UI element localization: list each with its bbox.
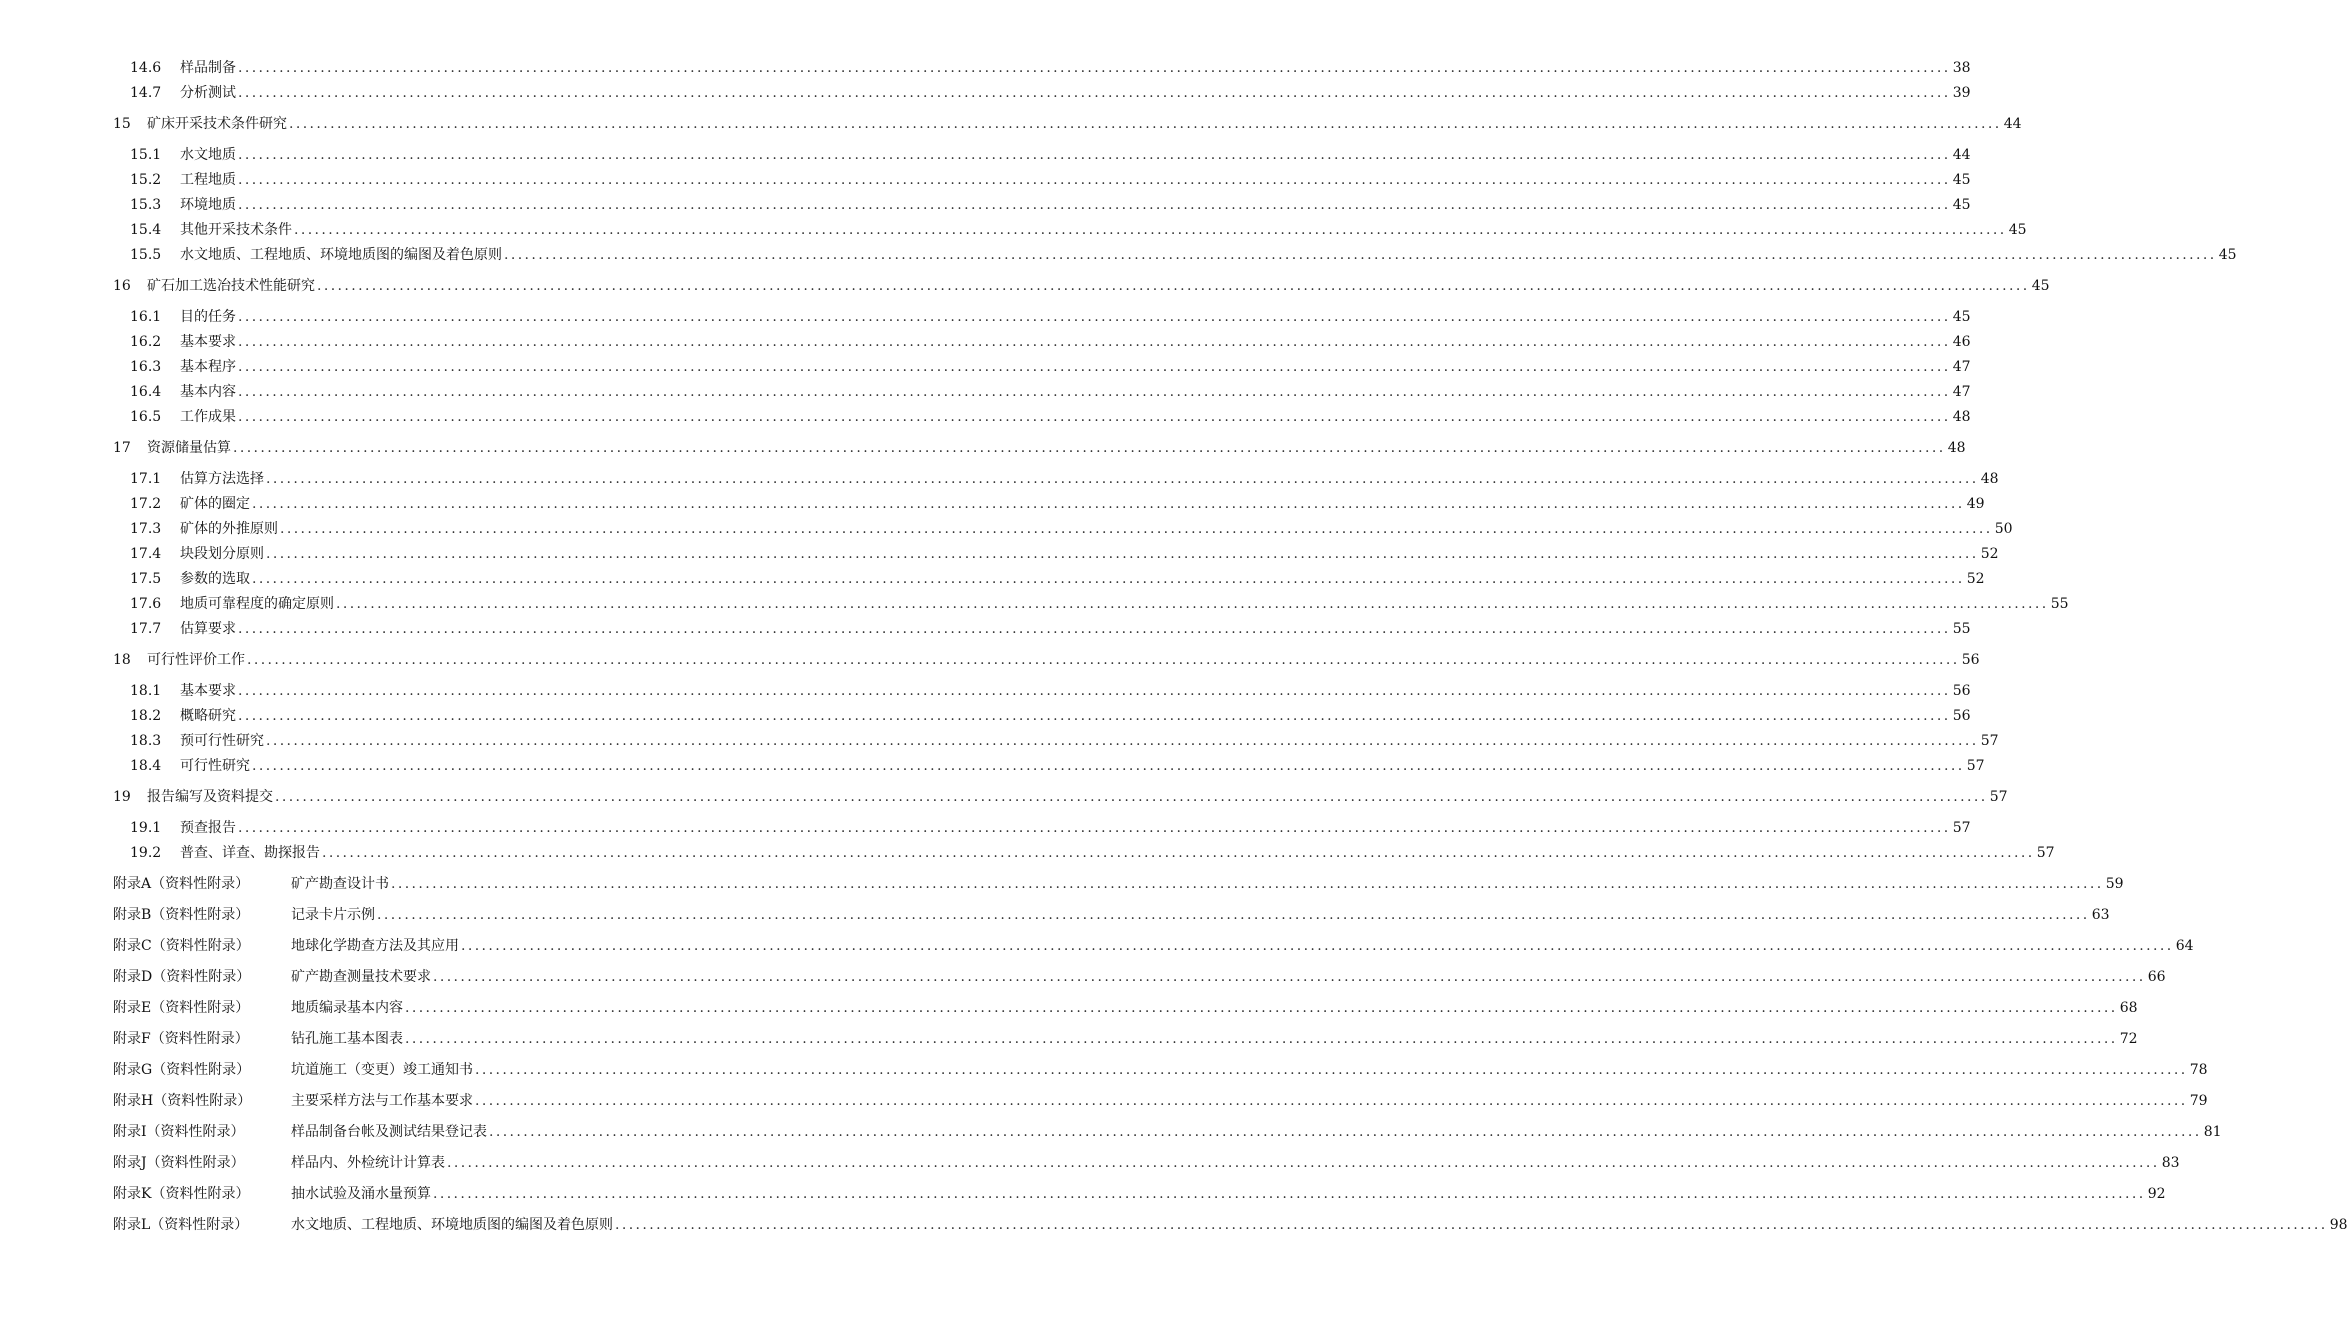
entry-title: 矿体的圈定	[180, 496, 250, 512]
dot-leader: ..........................................................................................................................................................................................................................................................	[461, 938, 2174, 954]
entry-number: 附录I（资料性附录）	[113, 1124, 245, 1140]
entry-number: 17	[113, 440, 131, 456]
entry-number: 16.1	[130, 309, 162, 325]
toc-section-entry[interactable]	[130, 406, 1971, 428]
entry-page-number: 45	[2031, 278, 2050, 294]
entry-title: 矿床开采技术条件研究	[147, 116, 287, 132]
entry-title: 参数的选取	[180, 571, 250, 587]
entry-page-number: 57	[1989, 789, 2008, 805]
dot-leader: ..........................................................................................................................................................................................................................................................	[405, 1031, 2118, 1047]
entry-page-number: 52	[1966, 571, 1985, 587]
toc-section-entry[interactable]	[130, 219, 2027, 241]
entry-page-number: 78	[2189, 1062, 2208, 1078]
appendix-entry[interactable]	[113, 873, 2124, 895]
entry-number: 17.3	[130, 521, 162, 537]
entry-title: 基本程序	[180, 359, 236, 375]
toc-section-entry[interactable]	[130, 842, 2055, 864]
entry-title: 工程地质	[180, 172, 236, 188]
entry-number: 15.5	[130, 247, 162, 263]
dot-leader: ..........................................................................................................................................................................................................................................................	[238, 309, 1951, 325]
entry-number: 附录F（资料性附录）	[113, 1031, 249, 1047]
entry-page-number: 57	[1952, 820, 1971, 836]
entry-title: 预查报告	[180, 820, 236, 836]
dot-leader: ..........................................................................................................................................................................................................................................................	[294, 222, 2007, 238]
dot-leader: ..........................................................................................................................................................................................................................................................	[433, 1186, 2146, 1202]
toc-section-entry[interactable]	[130, 381, 1971, 403]
entry-number: 19	[113, 789, 131, 805]
toc-section-entry[interactable]	[130, 705, 1971, 727]
entry-number: 15.1	[130, 147, 162, 163]
entry-page-number: 55	[2050, 596, 2069, 612]
appendix-entry[interactable]	[113, 997, 2138, 1019]
entry-number: 17.4	[130, 546, 162, 562]
appendix-entry[interactable]	[113, 1183, 2166, 1205]
dot-leader: ..........................................................................................................................................................................................................................................................	[377, 907, 2090, 923]
entry-page-number: 56	[1952, 683, 1971, 699]
entry-title: 其他开采技术条件	[180, 222, 292, 238]
entry-title: 普查、详查、勘探报告	[180, 845, 320, 861]
toc-chapter-entry[interactable]	[113, 649, 1980, 671]
dot-leader: ..........................................................................................................................................................................................................................................................	[433, 969, 2146, 985]
entry-number: 附录J（资料性附录）	[113, 1155, 245, 1171]
entry-title: 估算要求	[180, 621, 236, 637]
entry-number: 17.1	[130, 471, 162, 487]
dot-leader: ..........................................................................................................................................................................................................................................................	[275, 789, 1988, 805]
entry-page-number: 46	[1952, 334, 1971, 350]
toc-section-entry[interactable]	[130, 331, 1971, 353]
dot-leader: ..........................................................................................................................................................................................................................................................	[289, 116, 2002, 132]
dot-leader: ..........................................................................................................................................................................................................................................................	[238, 384, 1951, 400]
entry-page-number: 59	[2105, 876, 2124, 892]
entry-number: 14.7	[130, 85, 162, 101]
entry-page-number: 57	[1980, 733, 1999, 749]
entry-title: 钻孔施工基本图表	[291, 1031, 403, 1047]
entry-title: 样品制备台帐及测试结果登记表	[291, 1124, 487, 1140]
entry-number: 18.2	[130, 708, 162, 724]
entry-title: 样品制备	[180, 60, 236, 76]
toc-section-entry[interactable]	[130, 755, 1985, 777]
entry-title: 资源储量估算	[147, 440, 231, 456]
entry-title: 基本内容	[180, 384, 236, 400]
entry-page-number: 45	[2008, 222, 2027, 238]
dot-leader: ..........................................................................................................................................................................................................................................................	[405, 1000, 2118, 1016]
entry-title: 工作成果	[180, 409, 236, 425]
entry-page-number: 47	[1952, 359, 1971, 375]
entry-number: 18.4	[130, 758, 162, 774]
appendix-entry[interactable]	[113, 1121, 2222, 1143]
dot-leader: ..........................................................................................................................................................................................................................................................	[238, 197, 1951, 213]
entry-title: 环境地质	[180, 197, 236, 213]
appendix-entry[interactable]	[113, 966, 2166, 988]
dot-leader: ..........................................................................................................................................................................................................................................................	[489, 1124, 2202, 1140]
toc-section-entry[interactable]	[130, 618, 1971, 640]
dot-leader: ..........................................................................................................................................................................................................................................................	[238, 820, 1951, 836]
entry-page-number: 48	[1952, 409, 1971, 425]
entry-title: 可行性研究	[180, 758, 250, 774]
dot-leader: ..........................................................................................................................................................................................................................................................	[266, 546, 1979, 562]
toc-section-entry[interactable]	[130, 680, 1971, 702]
entry-title: 记录卡片示例	[291, 907, 375, 923]
entry-title: 水文地质	[180, 147, 236, 163]
appendix-entry[interactable]	[113, 904, 2110, 926]
entry-title: 预可行性研究	[180, 733, 264, 749]
toc-section-entry[interactable]	[130, 568, 1985, 590]
appendix-entry[interactable]	[113, 1028, 2138, 1050]
entry-page-number: 57	[2036, 845, 2055, 861]
dot-leader: ..........................................................................................................................................................................................................................................................	[238, 409, 1951, 425]
dot-leader: ..........................................................................................................................................................................................................................................................	[238, 147, 1951, 163]
entry-number: 附录H（资料性附录）	[113, 1093, 252, 1109]
toc-section-entry[interactable]	[130, 817, 1971, 839]
entry-page-number: 63	[2091, 907, 2110, 923]
entry-number: 附录G（资料性附录）	[113, 1062, 251, 1078]
entry-title: 矿石加工选冶技术性能研究	[147, 278, 315, 294]
entry-page-number: 44	[1952, 147, 1971, 163]
dot-leader: ..........................................................................................................................................................................................................................................................	[238, 85, 1951, 101]
toc-chapter-entry[interactable]	[113, 113, 2022, 135]
entry-number: 附录E（资料性附录）	[113, 1000, 250, 1016]
entry-page-number: 64	[2175, 938, 2194, 954]
dot-leader: ..........................................................................................................................................................................................................................................................	[391, 876, 2104, 892]
entry-page-number: 68	[2119, 1000, 2138, 1016]
entry-number: 附录B（资料性附录）	[113, 907, 250, 923]
entry-number: 附录K（资料性附录）	[113, 1186, 250, 1202]
entry-number: 19.1	[130, 820, 162, 836]
toc-section-entry[interactable]	[130, 468, 1999, 490]
entry-page-number: 55	[1952, 621, 1971, 637]
dot-leader: ..........................................................................................................................................................................................................................................................	[238, 359, 1951, 375]
entry-number: 15.2	[130, 172, 162, 188]
entry-page-number: 52	[1980, 546, 1999, 562]
entry-page-number: 39	[1952, 85, 1971, 101]
dot-leader: ..........................................................................................................................................................................................................................................................	[252, 758, 1965, 774]
entry-number: 18.1	[130, 683, 162, 699]
entry-title: 地球化学勘查方法及其应用	[291, 938, 459, 954]
dot-leader: ..........................................................................................................................................................................................................................................................	[317, 278, 2030, 294]
entry-title: 目的任务	[180, 309, 236, 325]
entry-number: 19.2	[130, 845, 162, 861]
entry-page-number: 45	[1952, 197, 1971, 213]
dot-leader: ..........................................................................................................................................................................................................................................................	[247, 652, 1960, 668]
toc-section-entry[interactable]	[130, 144, 1971, 166]
entry-title: 地质可靠程度的确定原则	[180, 596, 334, 612]
entry-title: 矿产勘查测量技术要求	[291, 969, 431, 985]
entry-page-number: 44	[2003, 116, 2022, 132]
entry-page-number: 92	[2147, 1186, 2166, 1202]
toc-section-entry[interactable]	[130, 543, 1999, 565]
dot-leader: ..........................................................................................................................................................................................................................................................	[238, 60, 1951, 76]
entry-number: 16	[113, 278, 131, 294]
entry-number: 附录C（资料性附录）	[113, 938, 250, 954]
entry-title: 水文地质、工程地质、环境地质图的编图及着色原则	[291, 1217, 613, 1233]
dot-leader: ..........................................................................................................................................................................................................................................................	[238, 683, 1951, 699]
entry-title: 报告编写及资料提交	[147, 789, 273, 805]
entry-title: 基本要求	[180, 683, 236, 699]
dot-leader: ..........................................................................................................................................................................................................................................................	[266, 471, 1979, 487]
dot-leader: ..........................................................................................................................................................................................................................................................	[615, 1217, 2328, 1233]
dot-leader: ..........................................................................................................................................................................................................................................................	[475, 1093, 2188, 1109]
entry-number: 附录A（资料性附录）	[113, 876, 250, 892]
toc-chapter-entry[interactable]	[113, 786, 2008, 808]
entry-title: 估算方法选择	[180, 471, 264, 487]
entry-title: 坑道施工（变更）竣工通知书	[291, 1062, 473, 1078]
toc-section-entry[interactable]	[130, 169, 1971, 191]
entry-title: 分析测试	[180, 85, 236, 101]
appendix-entry[interactable]	[113, 1214, 2348, 1236]
entry-page-number: 72	[2119, 1031, 2138, 1047]
appendix-entry[interactable]	[113, 935, 2194, 957]
entry-number: 15.4	[130, 222, 162, 238]
dot-leader: ..........................................................................................................................................................................................................................................................	[238, 172, 1951, 188]
dot-leader: ..........................................................................................................................................................................................................................................................	[266, 733, 1979, 749]
entry-title: 地质编录基本内容	[291, 1000, 403, 1016]
entry-number: 15	[113, 116, 131, 132]
dot-leader: ..........................................................................................................................................................................................................................................................	[238, 708, 1951, 724]
dot-leader: ..........................................................................................................................................................................................................................................................	[238, 334, 1951, 350]
entry-title: 矿产勘查设计书	[291, 876, 389, 892]
entry-number: 18.3	[130, 733, 162, 749]
entry-page-number: 79	[2189, 1093, 2208, 1109]
dot-leader: ..........................................................................................................................................................................................................................................................	[475, 1062, 2188, 1078]
entry-page-number: 45	[1952, 172, 1971, 188]
entry-number: 17.5	[130, 571, 162, 587]
entry-page-number: 66	[2147, 969, 2166, 985]
entry-title: 概略研究	[180, 708, 236, 724]
toc-section-entry[interactable]	[130, 730, 1999, 752]
entry-page-number: 56	[1952, 708, 1971, 724]
entry-page-number: 45	[1952, 309, 1971, 325]
entry-number: 附录D（资料性附录）	[113, 969, 251, 985]
toc-section-entry[interactable]	[130, 493, 1985, 515]
entry-number: 18	[113, 652, 131, 668]
dot-leader: ..........................................................................................................................................................................................................................................................	[336, 596, 2049, 612]
toc-chapter-entry[interactable]	[113, 437, 1966, 459]
entry-title: 可行性评价工作	[147, 652, 245, 668]
appendix-entry[interactable]	[113, 1059, 2208, 1081]
dot-leader: ..........................................................................................................................................................................................................................................................	[233, 440, 1946, 456]
entry-page-number: 98	[2329, 1217, 2348, 1233]
dot-leader: ..........................................................................................................................................................................................................................................................	[252, 496, 1965, 512]
entry-number: 15.3	[130, 197, 162, 213]
toc-section-entry[interactable]	[130, 57, 1971, 79]
entry-title: 矿体的外推原则	[180, 521, 278, 537]
appendix-entry[interactable]	[113, 1090, 2208, 1112]
toc-section-entry[interactable]	[130, 518, 2013, 540]
toc-chapter-entry[interactable]	[113, 275, 2050, 297]
dot-leader: ..........................................................................................................................................................................................................................................................	[238, 621, 1951, 637]
entry-page-number: 50	[1994, 521, 2013, 537]
dot-leader: ..........................................................................................................................................................................................................................................................	[280, 521, 1993, 537]
entry-page-number: 83	[2161, 1155, 2180, 1171]
entry-number: 16.4	[130, 384, 162, 400]
toc-section-entry[interactable]	[130, 194, 1971, 216]
entry-number: 14.6	[130, 60, 162, 76]
entry-page-number: 38	[1952, 60, 1971, 76]
entry-title: 样品内、外检统计计算表	[291, 1155, 445, 1171]
dot-leader: ..........................................................................................................................................................................................................................................................	[447, 1155, 2160, 1171]
entry-title: 主要采样方法与工作基本要求	[291, 1093, 473, 1109]
entry-page-number: 48	[1947, 440, 1966, 456]
entry-number: 16.5	[130, 409, 162, 425]
entry-page-number: 47	[1952, 384, 1971, 400]
toc-section-entry[interactable]	[130, 82, 1971, 104]
entry-number: 17.2	[130, 496, 162, 512]
toc-section-entry[interactable]	[130, 593, 2069, 615]
dot-leader: ..........................................................................................................................................................................................................................................................	[252, 571, 1965, 587]
dot-leader: ..........................................................................................................................................................................................................................................................	[504, 247, 2217, 263]
entry-title: 块段划分原则	[180, 546, 264, 562]
toc-section-entry[interactable]	[130, 306, 1971, 328]
entry-number: 附录L（资料性附录）	[113, 1217, 249, 1233]
entry-number: 16.2	[130, 334, 162, 350]
entry-number: 16.3	[130, 359, 162, 375]
toc-section-entry[interactable]	[130, 244, 2237, 266]
entry-page-number: 57	[1966, 758, 1985, 774]
entry-title: 水文地质、工程地质、环境地质图的编图及着色原则	[180, 247, 502, 263]
entry-page-number: 49	[1966, 496, 1985, 512]
entry-page-number: 56	[1961, 652, 1980, 668]
entry-number: 17.7	[130, 621, 162, 637]
appendix-entry[interactable]	[113, 1152, 2180, 1174]
entry-page-number: 81	[2203, 1124, 2222, 1140]
entry-number: 17.6	[130, 596, 162, 612]
entry-title: 基本要求	[180, 334, 236, 350]
dot-leader: ..........................................................................................................................................................................................................................................................	[322, 845, 2035, 861]
toc-section-entry[interactable]	[130, 356, 1971, 378]
entry-title: 抽水试验及涌水量预算	[291, 1186, 431, 1202]
entry-page-number: 48	[1980, 471, 1999, 487]
entry-page-number: 45	[2218, 247, 2237, 263]
